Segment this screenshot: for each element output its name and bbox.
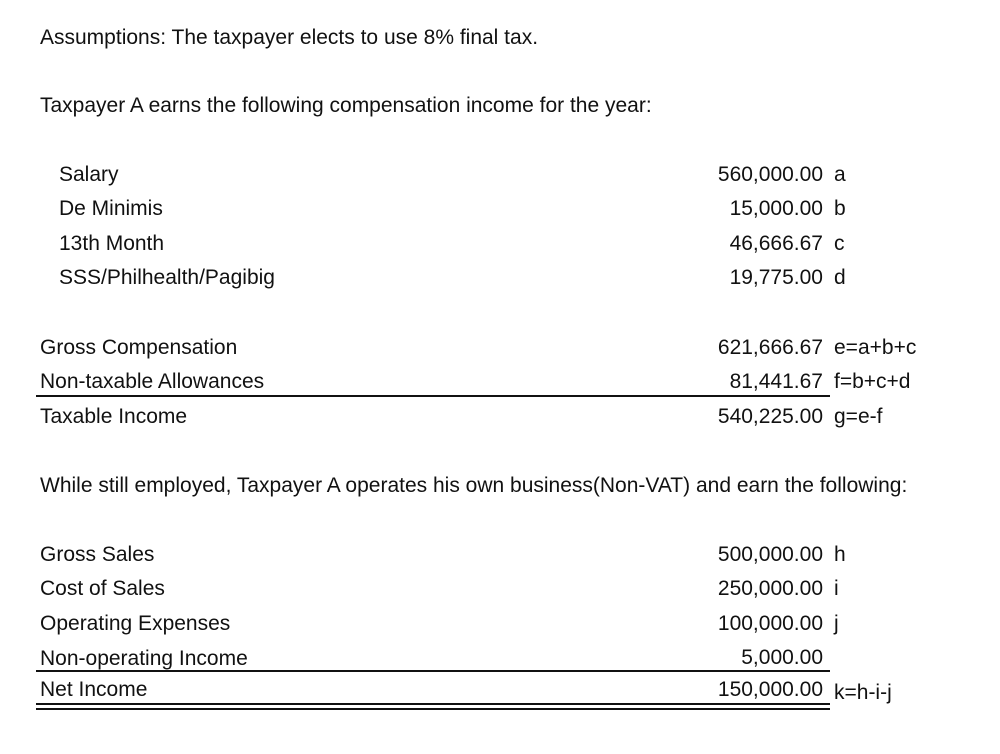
- item-amount-13th-month: 46,666.67: [729, 232, 823, 255]
- taxable-income-ref: g=e-f: [834, 405, 883, 428]
- item-amount-contributions: 19,775.00: [729, 266, 823, 289]
- item-ref-contributions: d: [834, 266, 846, 289]
- operating-expenses-ref: j: [834, 612, 839, 635]
- compensation-intro: Taxpayer A earns the following compensation income for the year:: [40, 94, 652, 117]
- net-income-amount: 150,000.00: [717, 678, 823, 701]
- cost-of-sales-amount: 250,000.00: [717, 577, 823, 600]
- subtotal-rule: [36, 395, 830, 397]
- operating-expenses-label: Operating Expenses: [40, 612, 231, 635]
- gross-compensation-ref: e=a+b+c: [834, 336, 917, 359]
- net-income-top-rule: [36, 670, 830, 672]
- cost-of-sales-ref: i: [834, 577, 839, 600]
- gross-sales-label: Gross Sales: [40, 543, 155, 566]
- non-taxable-allowances-ref: f=b+c+d: [834, 370, 911, 393]
- gross-compensation-label: Gross Compensation: [40, 336, 238, 359]
- assumptions-text: Assumptions: The taxpayer elects to use 8% final tax.: [40, 26, 539, 49]
- net-income-label: Net Income: [40, 678, 148, 701]
- taxable-income-label: Taxable Income: [40, 405, 188, 428]
- cost-of-sales-label: Cost of Sales: [40, 577, 165, 600]
- item-ref-13th-month: c: [834, 232, 845, 255]
- item-ref-de-minimis: b: [834, 197, 846, 220]
- non-taxable-allowances-label: Non-taxable Allowances: [40, 370, 265, 393]
- item-label-contributions: SSS/Philhealth/Pagibig: [59, 266, 275, 289]
- non-taxable-allowances-amount: 81,441.67: [729, 370, 823, 393]
- taxable-income-amount: 540,225.00: [717, 405, 823, 428]
- double-underline-bottom: [36, 708, 830, 710]
- item-amount-de-minimis: 15,000.00: [729, 197, 823, 220]
- business-intro: While still employed, Taxpayer A operates his own business(Non-VAT) and earn the following:: [40, 474, 908, 497]
- non-operating-income-amount: 5,000.00: [741, 646, 823, 669]
- double-underline-top: [36, 703, 830, 705]
- gross-sales-amount: 500,000.00: [717, 543, 823, 566]
- item-amount-salary: 560,000.00: [717, 163, 823, 186]
- gross-sales-ref: h: [834, 543, 846, 566]
- operating-expenses-amount: 100,000.00: [717, 612, 823, 635]
- net-income-ref: k=h-i-j: [834, 681, 892, 704]
- non-operating-income-label: Non-operating Income: [40, 647, 248, 670]
- item-label-de-minimis: De Minimis: [59, 197, 163, 220]
- item-ref-salary: a: [834, 163, 846, 186]
- item-label-salary: Salary: [59, 163, 119, 186]
- item-label-13th-month: 13th Month: [59, 232, 165, 255]
- gross-compensation-amount: 621,666.67: [717, 336, 823, 359]
